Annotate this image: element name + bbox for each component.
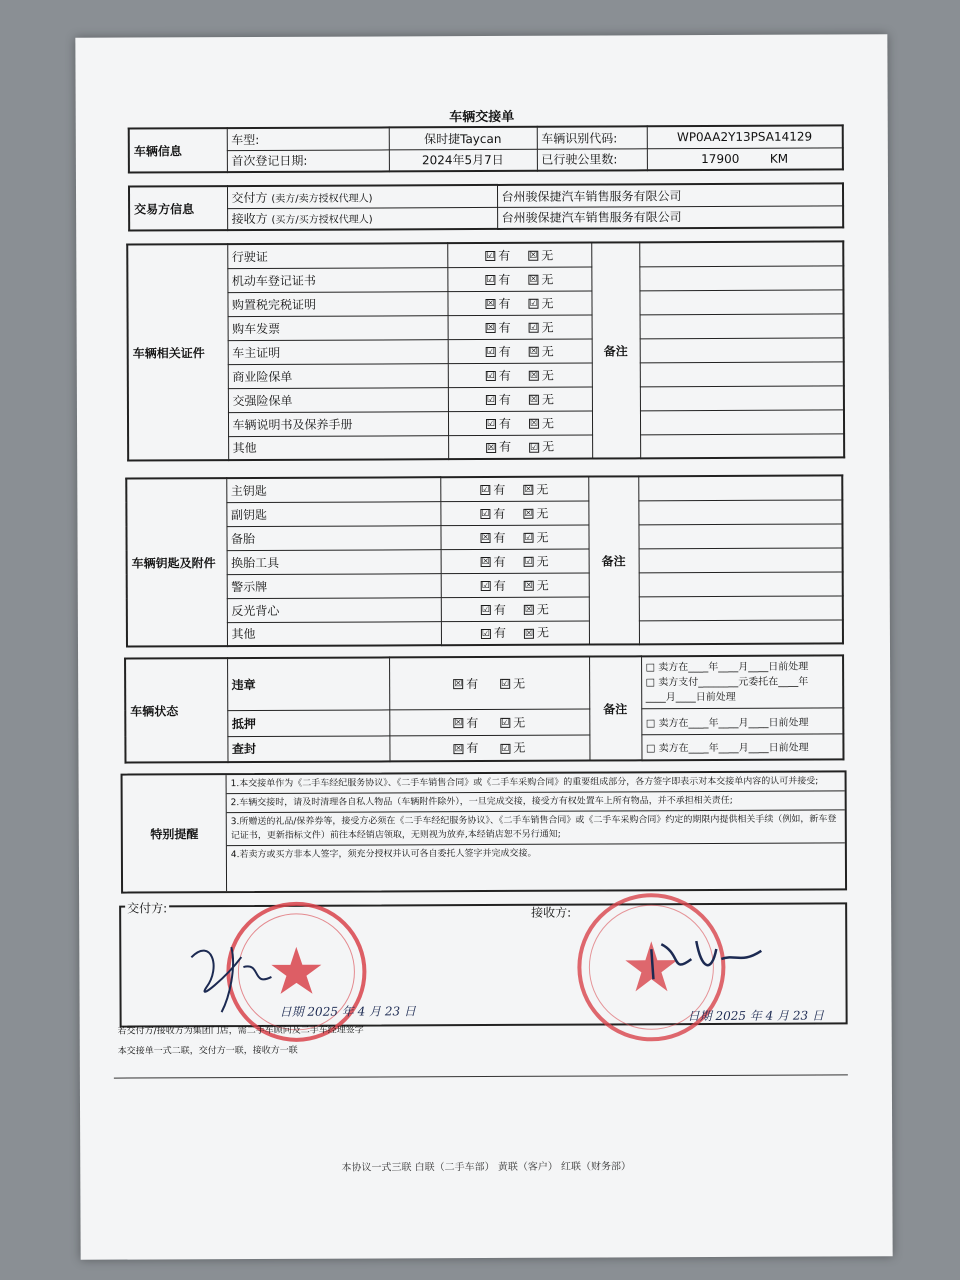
yes-label: 有 [498, 296, 511, 311]
receiver-sign-label: 接收方: [531, 905, 572, 920]
yes-label: 有 [493, 578, 506, 593]
no-label: 无 [536, 482, 549, 497]
no-checkbox[interactable]: ☒ [524, 604, 533, 615]
no-checkbox[interactable]: ☒ [529, 370, 538, 381]
yes-checkbox[interactable]: ☒ [486, 298, 495, 309]
keys-item-name: 其他 [227, 621, 441, 646]
documents-remark-blank[interactable] [639, 289, 843, 314]
documents-item-name: 交强险保单 [228, 387, 448, 412]
special-notice [121, 770, 848, 893]
yes-label: 有 [466, 715, 479, 730]
yes-label: 有 [498, 392, 511, 407]
status-option-cell [389, 657, 589, 710]
no-checkbox[interactable]: ☑ [501, 717, 510, 728]
remark-line: ____月____日前处理 [645, 691, 736, 704]
documents-option-cell [447, 267, 591, 292]
yes-label: 有 [466, 676, 479, 691]
notice-item: 3.所赠送的礼品/保养券等，接受方必须在《二手车经纪服务协议》、《二手车销售合同》或《二手车采购合同》约定的期限内提供相关手续（例如，新车登记证书，更新指标文件）前往本经销店领取，无则视为放弃,本经销店恕不另行通知; [227, 810, 845, 846]
no-checkbox[interactable]: ☒ [529, 394, 539, 405]
yes-checkbox[interactable]: ☑ [481, 508, 490, 520]
keys-option-cell [441, 549, 589, 574]
parties-table [128, 182, 844, 231]
keys-item-name: 副钥匙 [226, 501, 440, 526]
deliverer-date: 日期 2025 年 4 月 23 日 [279, 1004, 416, 1019]
yes-checkbox[interactable]: ☒ [487, 442, 496, 453]
yes-label: 有 [493, 482, 506, 497]
keys-remark-blank[interactable] [638, 475, 842, 500]
yes-label: 有 [493, 626, 506, 641]
documents-remark-blank[interactable] [640, 313, 844, 338]
notice-item: 1.本交接单作为《二手车经纪服务协议》、《二手车销售合同》或《二手车采购合同》的重要组成部分，各方签字即表示对本交接单内容的认可并接受; [227, 772, 845, 794]
no-label: 无 [513, 715, 526, 730]
receiver-value: 台州骏保捷汽车销售服务有限公司 [497, 205, 843, 229]
yes-label: 有 [498, 320, 511, 335]
no-label: 无 [541, 344, 554, 359]
remark-line: □ 卖方在____年____月____日前处理 [641, 733, 843, 760]
status-remark-label: 备注 [589, 656, 641, 760]
reg-date-value: 2024年5月7日 [389, 149, 537, 172]
documents-option-cell [448, 315, 592, 340]
remark-line: □ 卖方在____年____月____日前处理 [645, 661, 809, 674]
no-checkbox[interactable]: ☒ [524, 485, 533, 496]
yes-checkbox[interactable]: ☒ [454, 679, 463, 690]
keys-remark-blank[interactable] [639, 547, 843, 572]
yes-label: 有 [493, 506, 506, 521]
vin-label: 车辆识别代码: [537, 126, 647, 148]
notice-item: 2.车辆交接时，请及时清理各自私人物品（车辆附件除外），一旦完成交接，接受方有权处置车上所有物品，并不承担相关责任; [227, 791, 845, 813]
signature-area [119, 902, 848, 1027]
receiver-signature [641, 929, 771, 990]
receiver-label: 接收方 [231, 212, 268, 227]
notice-label: 特别提醒 [123, 775, 228, 891]
no-checkbox[interactable]: ☑ [530, 442, 539, 453]
no-label: 无 [541, 320, 554, 335]
no-label: 无 [541, 272, 554, 287]
yes-label: 有 [493, 530, 506, 545]
keys-option-cell [441, 573, 589, 598]
yes-checkbox[interactable]: ☒ [481, 556, 490, 568]
reg-date-label: 首次登记日期: [227, 149, 389, 172]
yes-label: 有 [498, 248, 511, 263]
mileage-label: 已行驶公里数: [537, 148, 647, 170]
yes-label: 有 [498, 416, 512, 431]
vin-value: WP0AA2Y13PSA14129 [647, 125, 843, 148]
status-remark-cell [641, 655, 843, 708]
documents-item-name: 商业险保单 [228, 363, 448, 388]
no-label: 无 [536, 602, 549, 617]
mileage-value: 17900 [701, 151, 740, 166]
document-title: 车辆交接单 [449, 109, 515, 126]
yes-checkbox[interactable]: ☒ [454, 718, 463, 729]
documents-remark-blank[interactable] [640, 385, 844, 410]
keys-remark-blank[interactable] [638, 499, 842, 524]
keys-table [125, 474, 844, 647]
parties-label: 交易方信息 [129, 186, 227, 230]
model-value: 保时捷Taycan [389, 127, 537, 150]
deliverer-sign-label: 交付方: [125, 899, 169, 916]
notice-items [227, 772, 846, 891]
no-label: 无 [513, 741, 526, 756]
yes-checkbox[interactable]: ☑ [481, 628, 491, 639]
mileage-cell [647, 147, 843, 170]
documents-item-name: 车主证明 [228, 339, 448, 364]
yes-checkbox[interactable]: ☑ [486, 346, 495, 357]
no-checkbox[interactable]: ☑ [529, 298, 538, 309]
keys-remark-blank[interactable] [638, 523, 842, 548]
no-label: 无 [536, 554, 549, 569]
deliverer-label: 交付方 [231, 190, 268, 205]
no-label: 无 [536, 578, 549, 593]
no-label: 无 [541, 248, 554, 263]
keys-label: 车辆钥匙及附件 [126, 478, 227, 646]
no-label: 无 [536, 625, 549, 641]
receiver-note: (买方/买方授权代理人) [271, 214, 373, 227]
no-checkbox[interactable]: ☑ [501, 743, 510, 754]
divider [114, 1074, 848, 1078]
status-option-cell [389, 709, 589, 736]
keys-option-cell [440, 525, 588, 550]
deliverer-cell [227, 185, 497, 208]
documents-item-name: 购车发票 [228, 315, 448, 340]
keys-remark-blank[interactable] [639, 571, 843, 596]
no-checkbox[interactable]: ☑ [524, 556, 533, 567]
documents-item-name: 购置税完税证明 [227, 291, 447, 316]
documents-option-cell [447, 291, 591, 316]
no-checkbox[interactable]: ☑ [501, 679, 510, 690]
footer-copies-colors: 本协议一式三联 白联（二手车部） 黄联（客户） 红联（财务部） [341, 1161, 632, 1174]
documents-remark-blank[interactable] [640, 337, 844, 362]
keys-option-cell [440, 501, 588, 526]
footer-note-copies: 本交接单一式二联，交付方一联，接收方一联 [117, 1045, 298, 1057]
documents-table [126, 240, 845, 461]
keys-option-cell [440, 477, 588, 502]
no-label: 无 [536, 506, 549, 521]
remark-line: □ 卖方支付________元委托在____年 [645, 676, 809, 689]
vehicle-info-label: 车辆信息 [129, 128, 227, 172]
deliverer-note: (卖方/卖方授权代理人) [271, 193, 373, 205]
no-label: 无 [513, 676, 526, 691]
documents-option-cell [447, 243, 591, 268]
no-checkbox[interactable]: ☒ [524, 508, 533, 519]
keys-item-name: 警示牌 [227, 573, 441, 598]
keys-item-name: 备胎 [226, 525, 440, 550]
documents-remark-blank[interactable] [640, 409, 844, 434]
status-option-cell [389, 735, 589, 762]
footer-note-group: 若交付方/接收方为集团门店，需二手车顾问及二手车经理签字 [117, 1025, 364, 1037]
no-label: 无 [536, 530, 549, 545]
yes-checkbox[interactable]: ☑ [481, 604, 490, 616]
yes-checkbox[interactable]: ☑ [481, 580, 490, 592]
status-item-name: 查封 [227, 735, 389, 762]
status-label: 车辆状态 [125, 658, 227, 762]
yes-checkbox[interactable]: ☑ [486, 394, 496, 405]
no-label: 无 [541, 392, 554, 407]
yes-label: 有 [498, 272, 511, 287]
yes-checkbox[interactable]: ☒ [454, 743, 463, 754]
no-checkbox[interactable]: ☑ [529, 322, 538, 333]
remark-line: □ 卖方在____年____月____日前处理 [641, 707, 843, 734]
yes-checkbox[interactable]: ☒ [481, 532, 490, 544]
documents-option-cell [448, 339, 592, 364]
no-label: 无 [542, 439, 555, 454]
documents-option-cell [448, 363, 592, 388]
notice-item: 4.若卖方或买方非本人签字，须充分授权并认可各自委托人签字并完成交接。 [230, 848, 537, 861]
deliverer-signature [181, 927, 291, 1017]
documents-item-name: 其他 [228, 435, 448, 460]
no-checkbox[interactable]: ☒ [524, 628, 534, 639]
documents-option-cell [448, 411, 592, 436]
mileage-unit: KM [769, 151, 789, 166]
no-checkbox[interactable]: ☒ [529, 346, 538, 357]
keys-remark-label: 备注 [588, 476, 639, 644]
keys-item-name: 反光背心 [227, 597, 441, 622]
keys-remark-blank[interactable] [639, 619, 843, 644]
no-checkbox[interactable]: ☒ [529, 274, 538, 285]
status-item-name: 违章 [227, 657, 389, 710]
documents-option-cell [448, 387, 592, 412]
yes-label: 有 [499, 440, 512, 455]
receiver-cell [227, 207, 497, 230]
keys-option-cell [441, 621, 589, 646]
model-label: 车型: [227, 127, 389, 150]
yes-checkbox[interactable]: ☒ [486, 322, 495, 333]
documents-label: 车辆相关证件 [127, 244, 228, 460]
yes-label: 有 [466, 741, 479, 756]
no-checkbox[interactable]: ☒ [524, 580, 533, 591]
deliverer-value: 台州骏保捷汽车销售服务有限公司 [497, 183, 843, 207]
yes-label: 有 [498, 344, 511, 359]
no-label: 无 [541, 368, 554, 383]
yes-checkbox[interactable]: ☑ [486, 418, 496, 429]
documents-remark-blank[interactable] [640, 433, 844, 458]
status-item-name: 抵押 [227, 709, 389, 736]
keys-option-cell [441, 597, 589, 622]
documents-item-name: 车辆说明书及保养手册 [228, 411, 448, 436]
yes-checkbox[interactable]: ☑ [486, 274, 495, 285]
no-label: 无 [541, 296, 554, 311]
documents-item-name: 行驶证 [227, 243, 447, 268]
vehicle-info-table [128, 124, 844, 173]
yes-label: 有 [498, 368, 511, 383]
keys-remark-blank[interactable] [639, 595, 843, 620]
documents-item-name: 机动车登记证书 [227, 267, 447, 292]
keys-item-name: 换胎工具 [227, 549, 441, 574]
documents-remark-blank[interactable] [640, 361, 844, 386]
yes-checkbox[interactable]: ☑ [481, 485, 490, 496]
yes-checkbox[interactable]: ☑ [486, 370, 495, 381]
no-label: 无 [541, 416, 555, 431]
no-checkbox[interactable]: ☒ [530, 418, 539, 429]
no-checkbox[interactable]: ☑ [524, 532, 533, 543]
status-table [124, 654, 844, 763]
documents-option-cell [448, 435, 592, 460]
yes-checkbox[interactable]: ☑ [486, 251, 495, 262]
keys-item-name: 主钥匙 [226, 477, 440, 502]
yes-label: 有 [493, 602, 506, 617]
documents-remark-label: 备注 [591, 242, 640, 458]
documents-remark-blank[interactable] [639, 241, 843, 266]
receiver-date: 日期 2025 年 4 月 23 日 [687, 1008, 824, 1024]
no-checkbox[interactable]: ☒ [529, 251, 538, 262]
document-page [75, 34, 892, 1260]
documents-remark-blank[interactable] [639, 265, 843, 290]
yes-label: 有 [493, 554, 506, 569]
